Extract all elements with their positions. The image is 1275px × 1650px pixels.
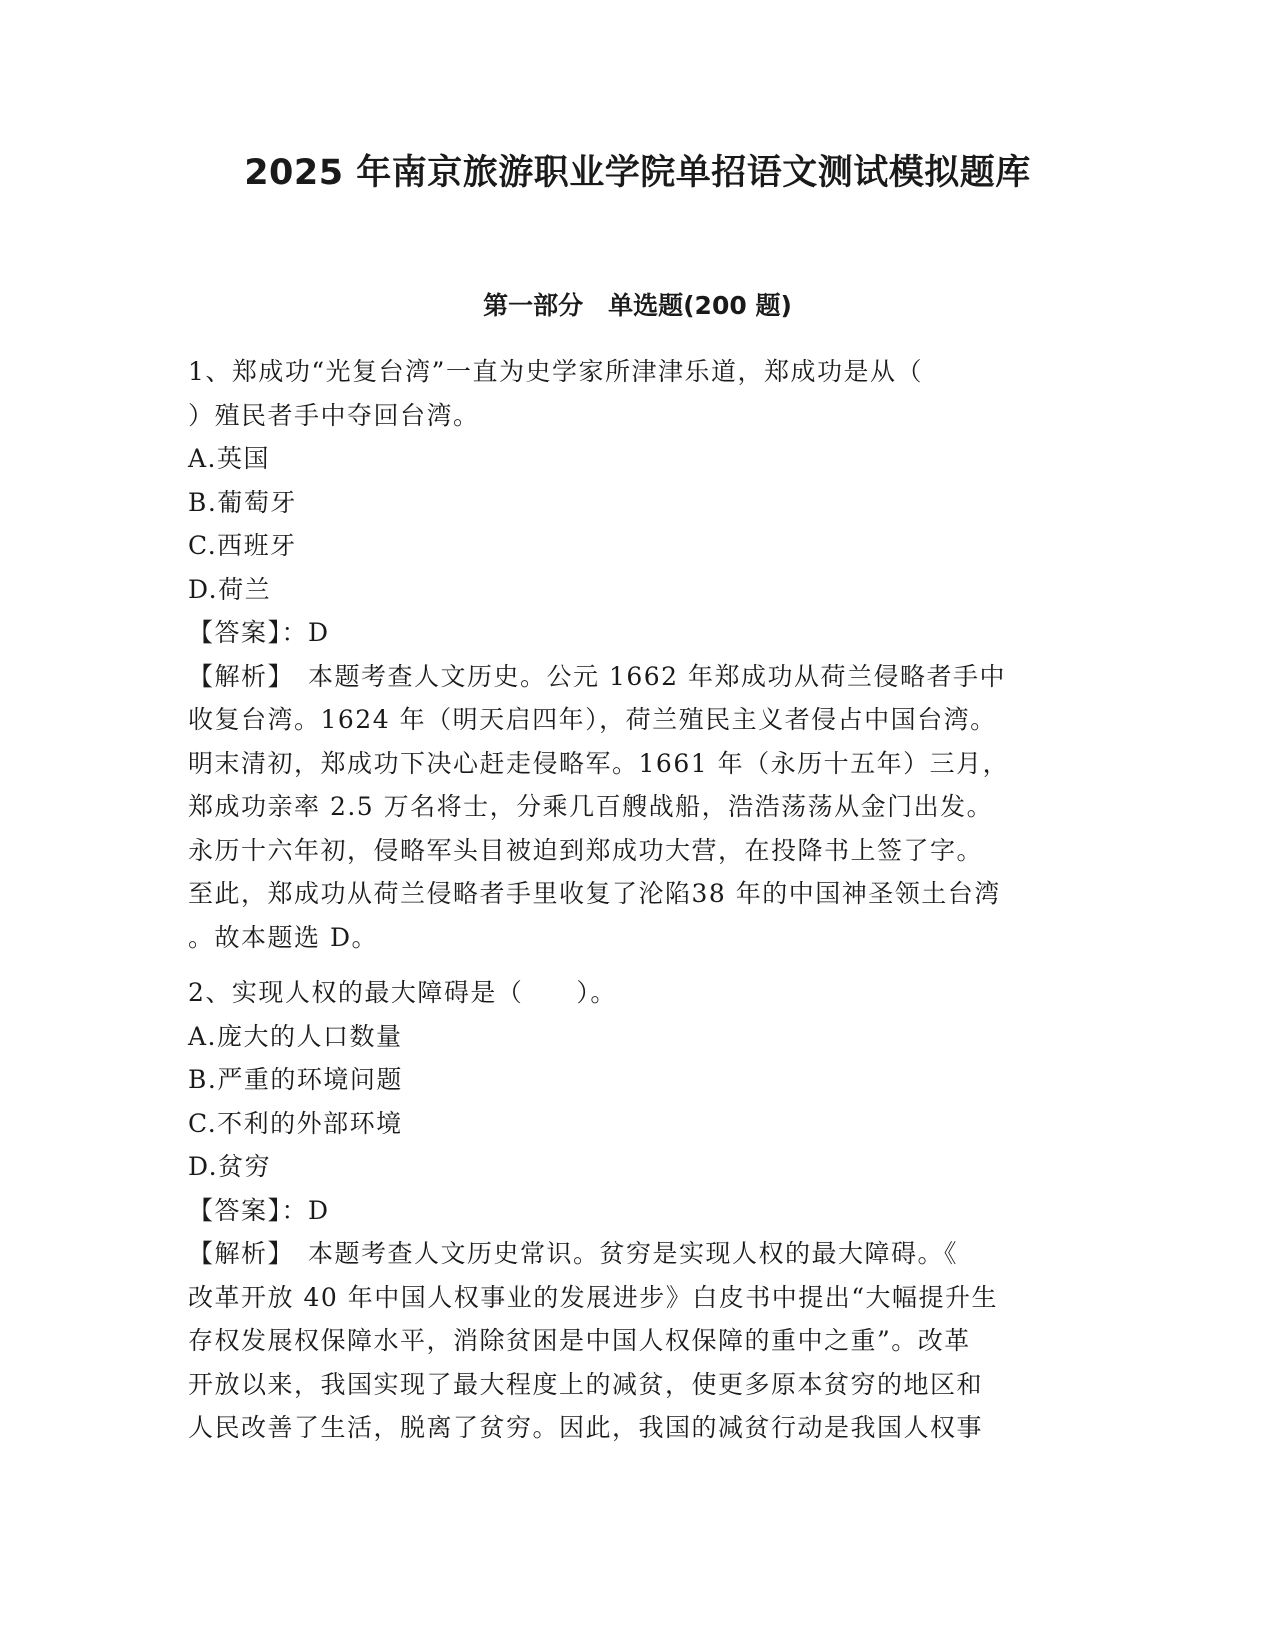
option-a: A.英国 [188,444,271,473]
option-c: C.不利的外部环境 [188,1108,403,1138]
question-stem-line: 2、实现人权的最大障碍是（ ）。 [188,978,617,1007]
option-d: D.荷兰 [188,574,272,604]
option-c: C.西班牙 [188,531,297,560]
answer-line: 【答案】：D [188,1195,330,1225]
question-block [188,350,1088,959]
document-body [188,350,1088,1450]
question-stem-line: ）殖民者手中夺回台湾。 [188,400,480,430]
analysis-line: 开放以来，我国实现了最大程度上的减贫，使更多原本贫穷的地区和 [188,1369,984,1399]
option-b: B.葡萄牙 [188,487,297,517]
question-stem-line: 1、郑成功“光复台湾”一直为史学家所津津乐道，郑成功是从（ [188,357,923,386]
analysis-line: 改革开放 40 年中国人权事业的发展进步》白皮书中提出“大幅提升生 [188,1282,998,1312]
question-block [188,971,1088,1450]
option-a: A.庞大的人口数量 [188,1021,403,1051]
document-title: 2025 年南京旅游职业学院单招语文测试模拟题库 [244,153,1031,193]
analysis-line: 【解析】 本题考查人文历史。公元 1662 年郑成功从荷兰侵略者手中 [188,661,1007,691]
analysis-line: 永历十六年初，侵略军头目被迫到郑成功大营，在投降书上签了字。 [188,835,984,865]
analysis-line: 【解析】 本题考查人文历史常识。贫穷是实现人权的最大障碍。《 [188,1239,959,1268]
option-b: B.严重的环境问题 [188,1065,403,1094]
analysis-line: 。故本题选 D。 [188,922,378,952]
analysis-line: 明末清初，郑成功下决心赶走侵略军。1661 年（永历十五年）三月， [188,748,1010,778]
option-d: D.贫穷 [188,1152,272,1181]
analysis-line: 收复台湾。1624 年（明天启四年），荷兰殖民主义者侵占中国台湾。 [188,705,997,734]
answer-line: 【答案】：D [188,618,330,647]
analysis-line: 人民改善了生活，脱离了贫穷。因此，我国的减贫行动是我国人权事 [188,1413,984,1442]
question-spacer [188,959,1088,971]
section-title: 第一部分 单选题(200 题) [483,291,792,320]
analysis-line: 郑成功亲率 2.5 万名将士，分乘几百艘战船，浩浩荡荡从金门出发。 [188,792,994,821]
analysis-line: 存权发展权保障水平，消除贫困是中国人权保障的重中之重”。改革 [188,1326,971,1355]
analysis-line: 至此，郑成功从荷兰侵略者手里收复了沦陷38 年的中国神圣领土台湾 [188,879,1001,908]
